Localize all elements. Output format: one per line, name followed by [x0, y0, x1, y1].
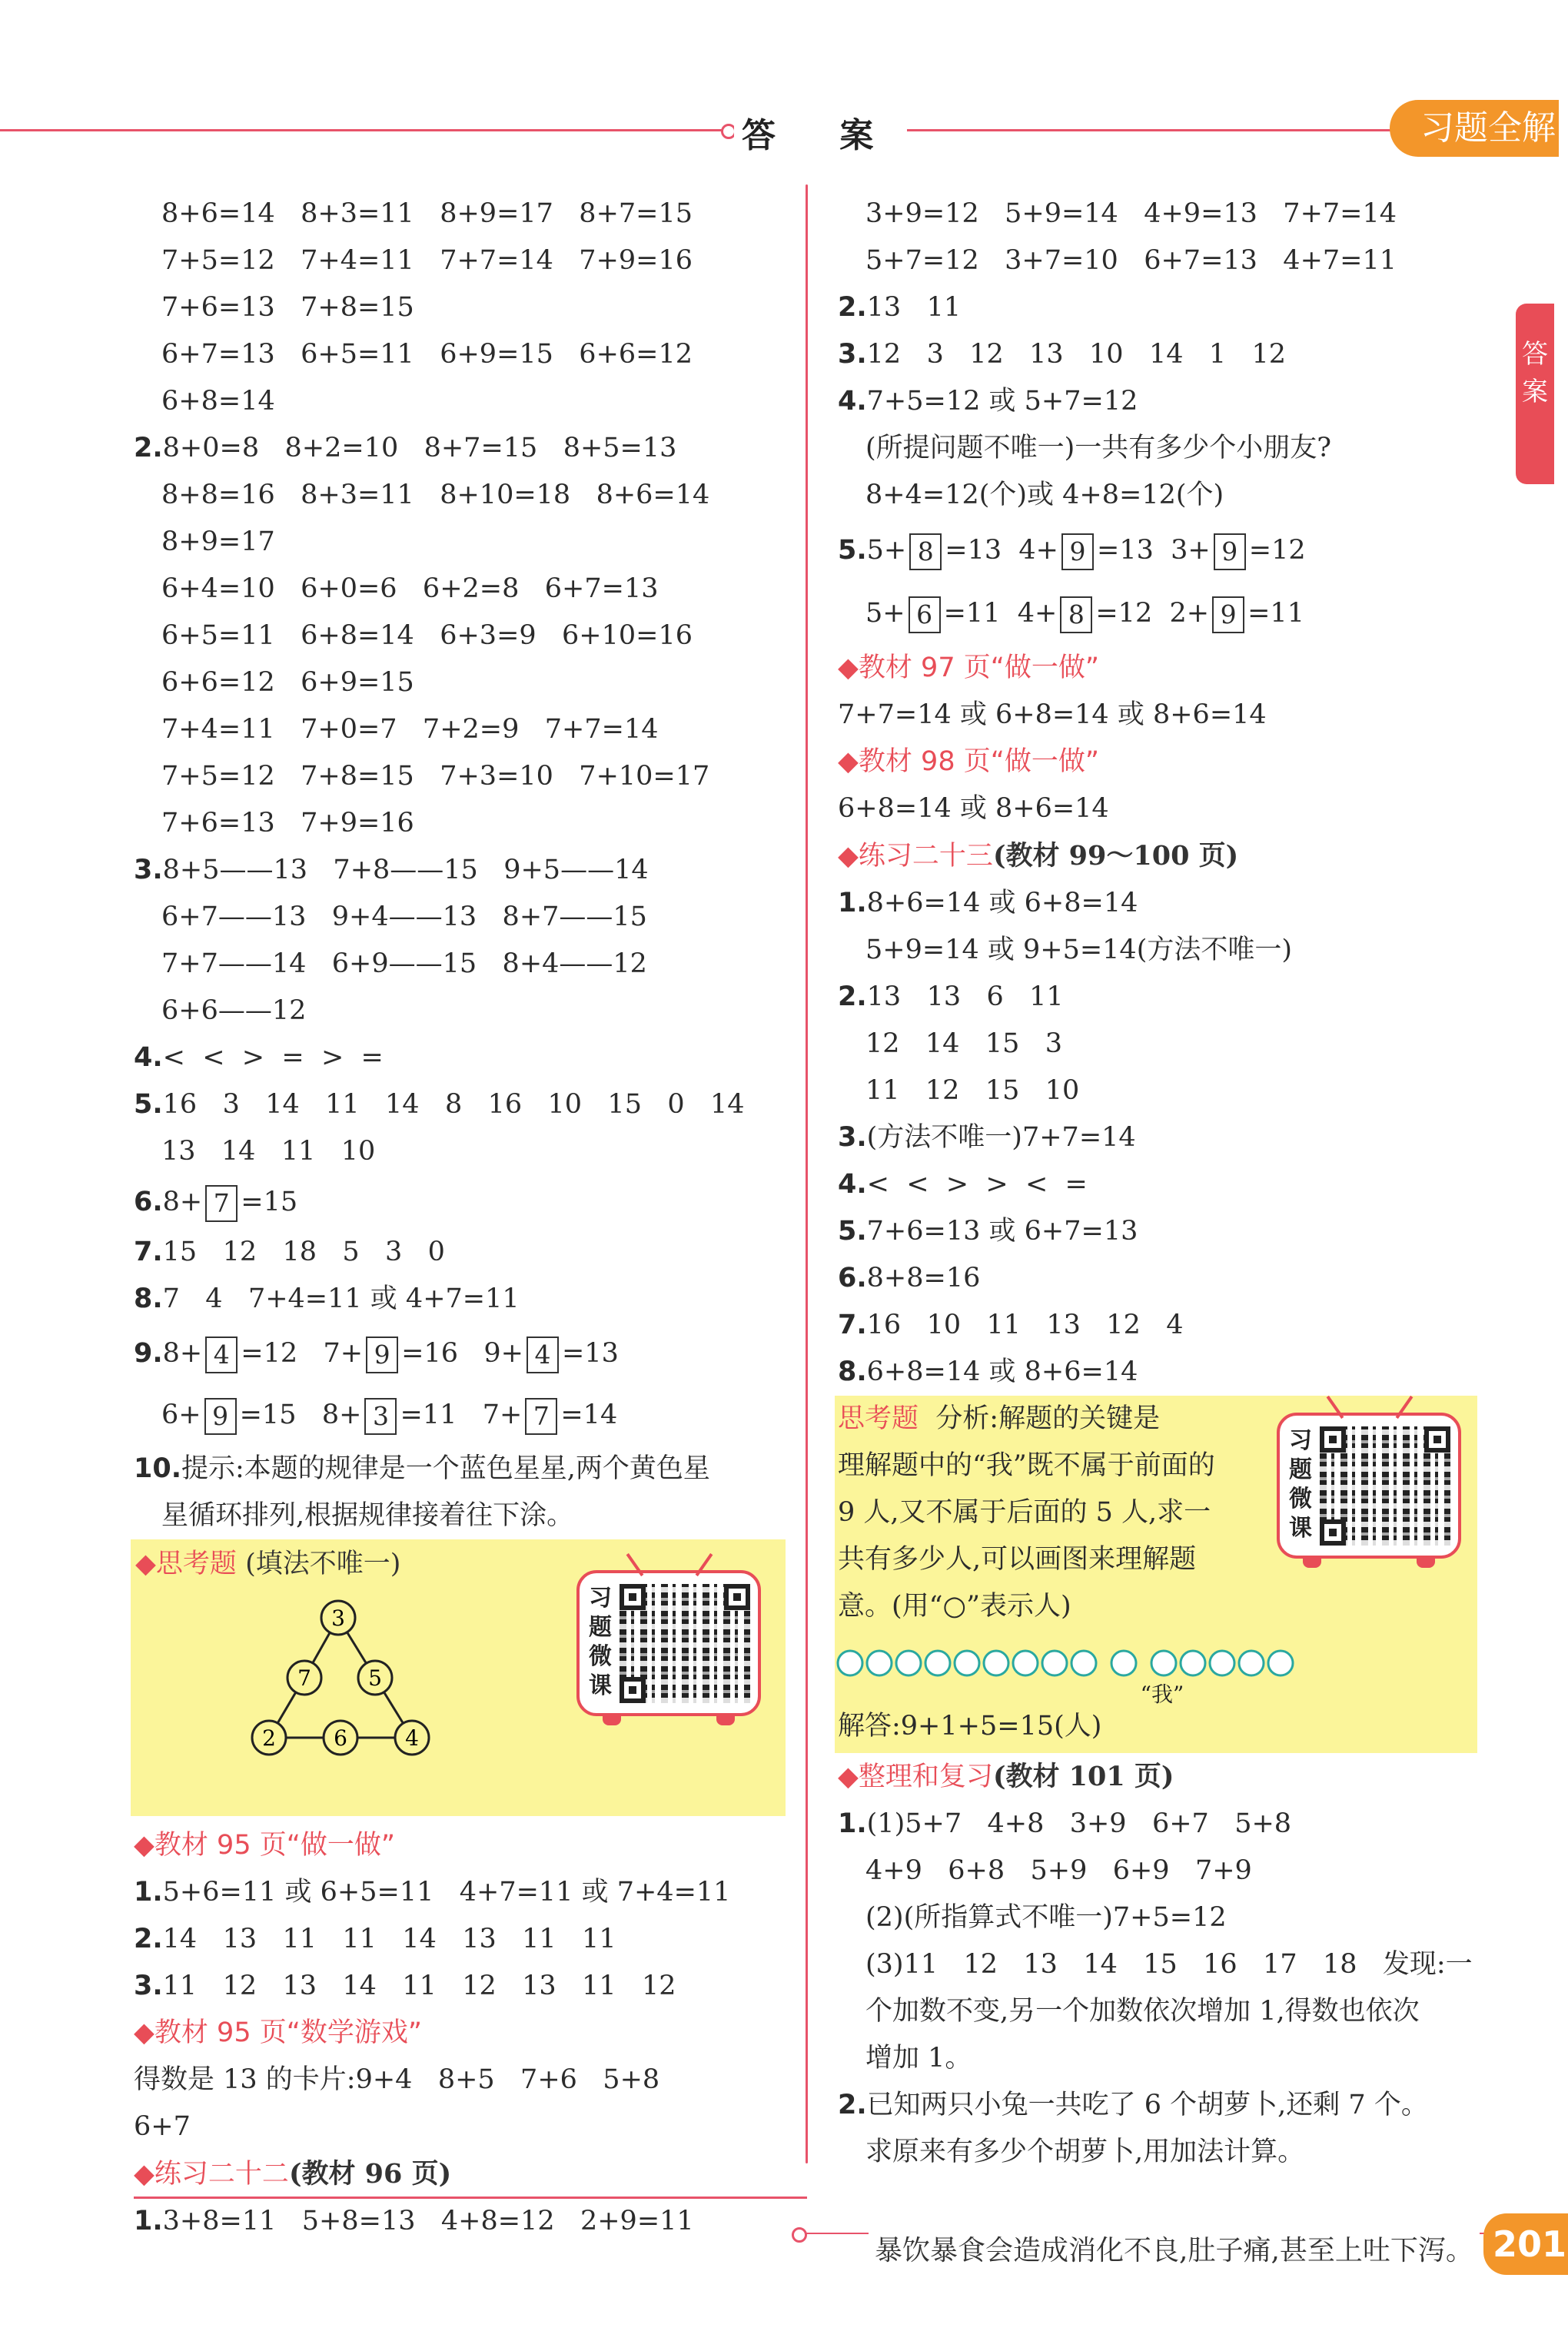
think-line: 9 人,又不属于后面的 5 人,求一 [838, 1497, 1211, 1528]
answer-box: 9 [204, 1398, 237, 1435]
answer-box: 7 [205, 1185, 238, 1222]
think-line: 共有多少人,可以画图来理解题 [838, 1544, 1197, 1575]
section-tab-label: 习题全解 [1420, 108, 1556, 148]
person-circle [1013, 1651, 1038, 1675]
answer-box: 3 [364, 1398, 397, 1435]
footer-tip: 暴饮暴食会造成消化不良,肚子痛,甚至上吐下泻。 [869, 2229, 1480, 2268]
answer-line: 7+6=13 7+9=16 [161, 808, 414, 838]
node-label: 6 [334, 1725, 347, 1751]
me-label: “我” [1140, 1682, 1184, 1707]
question-4: 4.< < > = > = [134, 1042, 384, 1073]
qr-code[interactable] [620, 1584, 750, 1703]
question-3: 3.8+5——13 7+8——15 9+5——14 [134, 855, 649, 885]
answer-line: 6+5=11 6+8=14 6+3=9 6+10=16 [161, 620, 693, 651]
answer-line: 6+6——12 [161, 995, 307, 1026]
answer-line: 7+7——14 6+9——15 8+4——12 [161, 948, 647, 979]
answer-box: 9 [1214, 533, 1246, 570]
answer-line: 1.5+6=11 或 6+5=11 4+7=11 或 7+4=11 [134, 1877, 731, 1908]
answer-line: (3)11 12 13 14 15 16 17 18 发现:一 [865, 1949, 1473, 1980]
question-2: 2.13 11 [838, 292, 962, 323]
answer-line: 得数是 13 的卡片:9+4 8+5 7+6 5+8 [134, 2064, 660, 2095]
section-heading: ◆练习二十二(教材 96 页) [134, 2158, 452, 2190]
qr-tv-left[interactable] [576, 1570, 761, 1716]
answer-line: 4+9 6+8 5+9 6+9 7+9 [865, 1855, 1252, 1886]
qr-tv-right[interactable] [1277, 1413, 1461, 1559]
question-6: 6.8+ 7 =15 [134, 1175, 802, 1229]
page-number: 201 [1483, 2213, 1568, 2275]
node-label: 5 [368, 1665, 382, 1691]
question-7: 7.15 12 18 5 3 0 [134, 1237, 445, 1267]
answer-line: (所提问题不唯一)一共有多少个小朋友? [865, 433, 1332, 463]
answer-box: 8 [909, 533, 942, 570]
column-divider [806, 184, 808, 2163]
section-heading: ◆教材 97 页“做一做” [838, 652, 1099, 683]
answer-line: 6+8=14 或 8+6=14 [838, 793, 1109, 824]
qr-code[interactable] [1320, 1426, 1450, 1546]
question-9: 9.8+ 4 =12 7+ 9 =16 9+ 4 =13 [134, 1323, 802, 1384]
question-8: 8.7 4 7+4=11 或 4+7=11 [134, 1283, 520, 1314]
answer-line: 12 14 15 3 [865, 1028, 1063, 1059]
answer-box: 9 [1061, 533, 1094, 570]
answer-line: 7+6=13 7+8=15 [161, 292, 414, 323]
answer-line: 6+7 [134, 2111, 191, 2142]
qr-label: 习 题 微 课 [589, 1585, 612, 1699]
person-circle [1181, 1651, 1205, 1675]
question-3: 3.12 3 12 13 10 14 1 12 [838, 339, 1287, 370]
section-heading: ◆教材 98 页“做一做” [838, 746, 1099, 777]
qr-label: 习 题 微 课 [1289, 1427, 1312, 1542]
question-5: 5.5+ 8 =13 4+ 9 =13 3+ 9 =12 [838, 519, 1483, 582]
think-heading: ◆思考题 (填法不唯一) [135, 1549, 401, 1579]
question-4: 4.7+5=12 或 5+7=12 [838, 386, 1138, 417]
answer-line: 6+7=13 6+5=11 6+9=15 6+6=12 [161, 339, 693, 370]
answer-line: 1.3+8=11 5+8=13 4+8=12 2+9=11 [134, 2206, 694, 2236]
triangle-diagram [231, 1586, 446, 1793]
answer-line: 3.11 12 13 14 11 12 13 11 12 [134, 1971, 676, 2001]
answer-line: 6+6=12 6+9=15 [161, 667, 414, 698]
people-circles [835, 1640, 1373, 1709]
left-column [134, 191, 802, 2245]
person-circle [867, 1651, 892, 1675]
person-circle [1042, 1651, 1067, 1675]
answer-line: 1.8+6=14 或 6+8=14 [838, 888, 1138, 918]
person-circle [1268, 1651, 1293, 1675]
answer-line: 6+8=14 [161, 386, 275, 417]
section-heading: ◆教材 95 页“数学游戏” [134, 2017, 422, 2048]
answer-box: 8 [1060, 596, 1092, 633]
think-line: 思考题 分析:解题的关键是 [838, 1403, 1161, 1434]
answer-line: 5+9=14 或 9+5=14(方法不唯一) [865, 935, 1293, 965]
node-label: 4 [405, 1725, 419, 1751]
header-rule [0, 129, 1407, 131]
answer-line: 7+4=11 7+0=7 7+2=9 7+7=14 [161, 714, 659, 745]
person-circle [1151, 1651, 1176, 1675]
footer-dot [792, 2227, 807, 2243]
answer-line: 13 14 11 10 [161, 1136, 376, 1167]
answer-line: 3.(方法不唯一)7+7=14 [838, 1122, 1136, 1153]
right-column [838, 191, 1483, 2176]
answer-line: 11 12 15 10 [865, 1075, 1080, 1106]
question-2: 2.8+0=8 8+2=10 8+7=15 8+5=13 [134, 433, 677, 463]
answer-line: 2.已知两只小兔一共吃了 6 个胡萝卜,还剩 7 个。 [838, 2090, 1428, 2120]
answer-line: 6+7——13 9+4——13 8+7——15 [161, 902, 647, 932]
think-line: 意。(用“○”表示人) [838, 1591, 1071, 1622]
person-circle [1111, 1651, 1136, 1675]
answer-line: 7+7=14 或 6+8=14 或 8+6=14 [838, 699, 1267, 730]
answer-box: 6 [909, 596, 941, 633]
person-circle [1239, 1651, 1264, 1675]
answer-line: 增加 1。 [865, 2043, 972, 2074]
answer-line: 6+ 9 =15 8+ 3 =11 7+ 7 =14 [134, 1384, 802, 1446]
answer-line: 3+9=12 5+9=14 4+9=13 7+7=14 [865, 198, 1397, 229]
person-circle [984, 1651, 1008, 1675]
answer-line: 8.6+8=14 或 8+6=14 [838, 1356, 1138, 1387]
answer-line: 5+ 6 =11 4+ 8 =12 2+ 9 =11 [838, 582, 1483, 645]
node-label: 7 [297, 1665, 311, 1691]
answer-box: 9 [366, 1337, 398, 1373]
answer-line: 7+5=12 7+8=15 7+3=10 7+10=17 [161, 761, 710, 792]
person-circle [955, 1651, 979, 1675]
side-tab [1516, 304, 1554, 484]
answer-line: 7.16 10 11 13 12 4 [838, 1310, 1184, 1340]
answer-box: 4 [205, 1337, 238, 1373]
side-tab-label: 答案 [1522, 339, 1548, 407]
person-circle [1210, 1651, 1234, 1675]
answer-box: 9 [1212, 596, 1244, 633]
think-panel [131, 1539, 786, 1816]
answer-line: 6+4=10 6+0=6 6+2=8 6+7=13 [161, 573, 659, 604]
person-circle [896, 1651, 921, 1675]
answer-line: 2.14 13 11 11 14 13 11 11 [134, 1924, 616, 1954]
answer-line: 4.< < > > < = [838, 1169, 1088, 1200]
answer-line: 8+4=12(个)或 4+8=12(个) [865, 480, 1224, 510]
answer-line: (2)(所指算式不唯一)7+5=12 [865, 1902, 1227, 1933]
question-10: 10.提示:本题的规律是一个蓝色星星,两个黄色星 [134, 1453, 710, 1484]
think-line: 理解题中的“我”既不属于前面的 [838, 1450, 1215, 1481]
answer-line: 5+7=12 3+7=10 6+7=13 4+7=11 [865, 245, 1397, 276]
section-tab [1390, 100, 1559, 157]
person-circle [838, 1651, 862, 1675]
answer-line: 星循环排列,根据规律接着往下涂。 [161, 1500, 574, 1531]
section-heading: ◆整理和复习(教材 101 页) [838, 1761, 1174, 1792]
page-title: 答 案 [734, 108, 907, 157]
answer-line: 8+6=14 8+3=11 8+9=17 8+7=15 [161, 198, 693, 229]
answer-box: 4 [527, 1337, 559, 1373]
node-label: 3 [331, 1605, 345, 1631]
answer-line: 8+8=16 8+3=11 8+10=18 8+6=14 [161, 480, 710, 510]
person-circle [1071, 1651, 1096, 1675]
answer-line: 7+5=12 7+4=11 7+7=14 7+9=16 [161, 245, 693, 276]
answer-line: 2.13 13 6 11 [838, 981, 1064, 1012]
answer-line: 6.8+8=16 [838, 1263, 981, 1293]
answer-line: 1.(1)5+7 4+8 3+9 6+7 5+8 [838, 1808, 1292, 1839]
think-answer: 解答:9+1+5=15(人) [838, 1711, 1102, 1742]
answer-line: 个加数不变,另一个加数依次增加 1,得数也依次 [865, 1996, 1420, 2027]
person-circle [925, 1651, 950, 1675]
section-heading: ◆教材 95 页“做一做” [134, 1830, 395, 1861]
answer-line: 5.7+6=13 或 6+7=13 [838, 1216, 1138, 1247]
node-label: 2 [262, 1725, 276, 1751]
think-panel [835, 1396, 1477, 1753]
answer-box: 7 [525, 1398, 557, 1435]
question-5: 5.16 3 14 11 14 8 16 10 15 0 14 [134, 1089, 745, 1120]
section-heading: ◆练习二十三(教材 99～100 页) [838, 840, 1239, 872]
answer-line: 8+9=17 [161, 526, 275, 557]
answer-line: 求原来有多少个胡萝卜,用加法计算。 [865, 2137, 1305, 2167]
